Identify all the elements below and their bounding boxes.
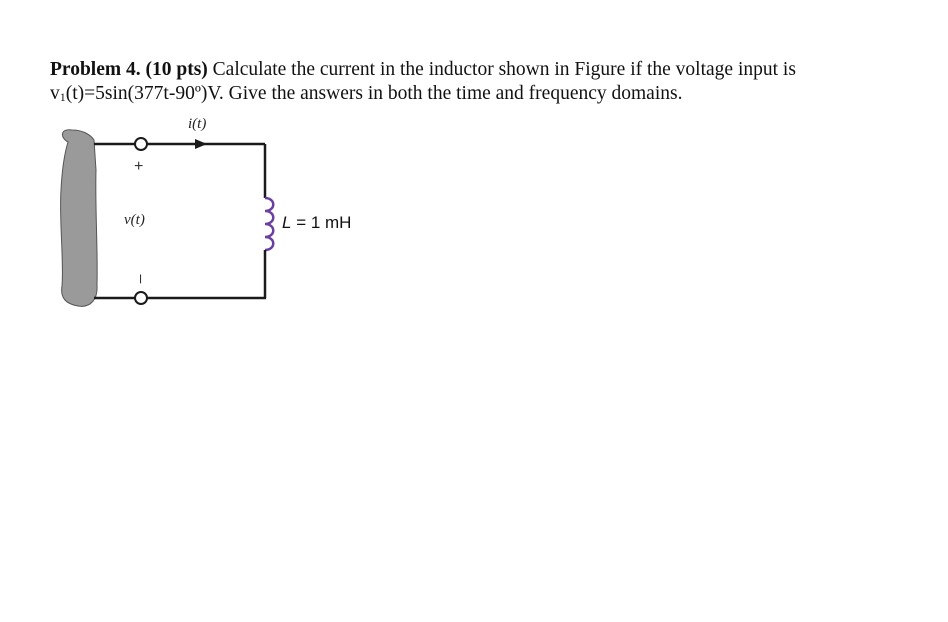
minus-sign: – [132,274,150,284]
plus-sign: + [134,158,144,175]
circuit-figure [50,110,390,320]
inductor-label [282,213,351,233]
inductor-coil-icon [265,198,273,250]
problem-text-part2: (t)=5sin(377t-90º)V. Give the answers in both the time and frequency domains. [65,83,683,104]
problem-text-part1: Calculate the current in the inductor shown in Figure if the voltage input is [207,59,796,80]
current-arrow-icon [195,139,207,149]
voltage-source-blob [61,130,98,307]
problem-heading: Problem 4. (10 pts) [50,59,208,80]
inductor-value: = 1 mH [291,213,352,232]
problem-statement [50,58,930,106]
bottom-terminal-icon [135,292,147,304]
inductor-symbol: L [282,213,292,232]
voltage-symbol: v [50,83,60,104]
voltage-subscript: 1 [59,90,66,104]
current-label: i(t) [188,116,207,132]
voltage-label: v(t) [124,212,145,228]
top-terminal-icon [135,138,147,150]
